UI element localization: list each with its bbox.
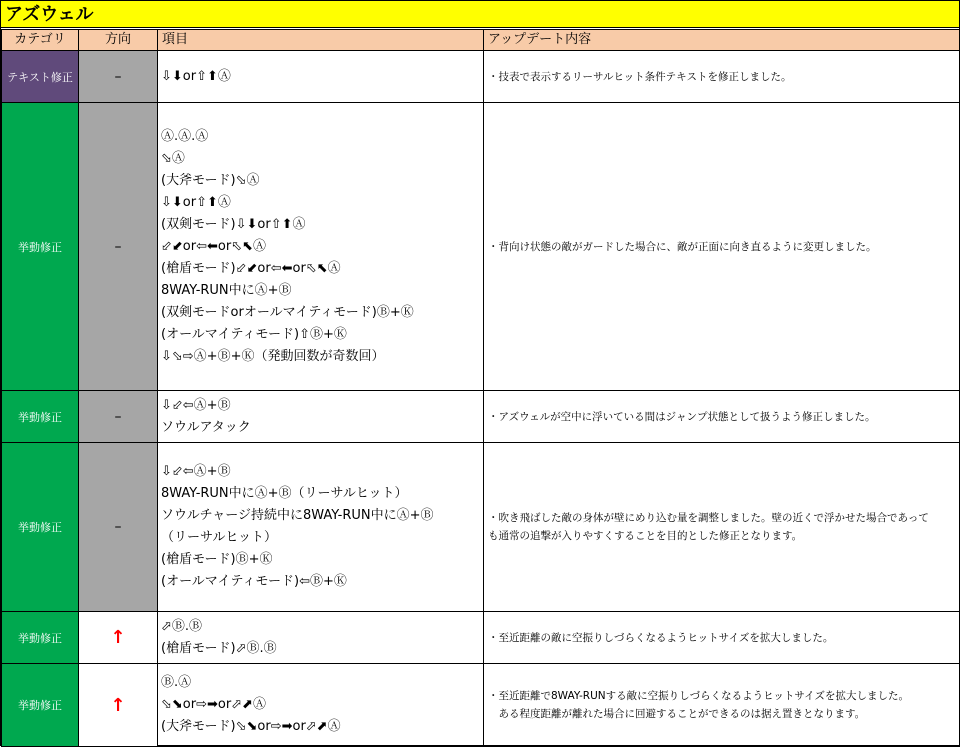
category-cell: 挙動修正 <box>2 391 79 443</box>
header-item: 項目 <box>158 30 484 51</box>
table-row <box>2 664 960 747</box>
direction-up-arrow: ↑ <box>110 694 126 716</box>
header-update: アップデート内容 <box>484 30 960 51</box>
move-command: (槍盾モード)⬀Ⓑ.Ⓑ <box>161 640 277 656</box>
direction-cell <box>79 391 158 443</box>
update-description: も通常の追撃が入りやすくすることを目的とした修正となります。 <box>488 530 803 542</box>
category-cell: 挙動修正 <box>2 443 79 612</box>
table-row <box>2 612 960 664</box>
update-description: ・吹き飛ばした敵の身体が壁にめり込む量を調整しました。壁の近くで浮かせた場合であって <box>488 512 929 524</box>
update-description: ・技表で表示するリーサルヒット条件テキストを修正しました。 <box>488 70 792 83</box>
move-command: ⬃⬋or⇦⬅or⬁⬉Ⓐ <box>161 238 266 254</box>
direction-none: – <box>114 408 122 425</box>
move-command: (オールマイティモード)⇧Ⓑ+Ⓚ <box>161 326 347 342</box>
item-cell <box>158 612 484 664</box>
update-content-cell <box>484 103 960 391</box>
move-command: ⇩⬃⇦Ⓐ+Ⓑ <box>161 397 231 413</box>
move-command: ⬀Ⓑ.Ⓑ <box>161 618 203 634</box>
update-table <box>1 29 960 747</box>
direction-up-arrow: ↑ <box>110 627 126 648</box>
table-row <box>2 391 960 443</box>
category-cell: テキスト修正 <box>2 51 79 103</box>
table-row <box>2 51 960 103</box>
update-content-cell <box>484 612 960 664</box>
direction-cell <box>79 664 158 747</box>
update-content-cell <box>484 443 960 612</box>
category-cell: 挙動修正 <box>2 612 79 664</box>
move-command: ソウルチャージ持続中に8WAY-RUN中にⒶ+Ⓑ <box>161 508 434 523</box>
header-direction: 方向 <box>79 30 158 51</box>
move-command: (オールマイティモード)⇦Ⓑ+Ⓚ <box>161 574 347 589</box>
move-command: ⇩⬇or⇧⬆Ⓐ <box>161 68 231 84</box>
header-row <box>2 30 960 51</box>
move-command: 8WAY-RUN中にⒶ+Ⓑ <box>161 282 292 298</box>
direction-cell <box>79 443 158 612</box>
direction-cell <box>79 103 158 391</box>
update-content-cell <box>484 664 960 747</box>
update-description: ・アズウェルが空中に浮いている間はジャンプ状態として扱うよう修正しました。 <box>488 410 876 423</box>
direction-cell <box>79 612 158 664</box>
category-cell: 挙動修正 <box>2 103 79 391</box>
update-description: ・至近距離の敵に空振りしづらくなるようヒットサイズを拡大しました。 <box>488 631 834 644</box>
item-cell <box>158 391 484 443</box>
item-cell <box>158 664 484 747</box>
direction-none: – <box>114 238 122 255</box>
move-command: (大斧モード)⬂⬊or⇨➡or⬀⬈Ⓐ <box>161 719 341 734</box>
move-command: Ⓐ.Ⓐ.Ⓐ <box>161 128 209 144</box>
move-command: ⬂Ⓐ <box>161 150 185 166</box>
move-command: (双剣モードorオールマイティモード)Ⓑ+Ⓚ <box>161 304 414 320</box>
item-cell <box>158 443 484 612</box>
category-cell: 挙動修正 <box>2 664 79 747</box>
item-cell <box>158 103 484 391</box>
move-command: (大斧モード)⬂Ⓐ <box>161 172 260 188</box>
update-content-cell <box>484 391 960 443</box>
move-command: ⇩⬇or⇧⬆Ⓐ <box>161 194 231 210</box>
update-description: ・背向け状態の敵がガードした場合に、敵が正面に向き直るように変更しました。 <box>488 240 877 253</box>
move-command: ⇩⬃⇦Ⓐ+Ⓑ <box>161 464 231 479</box>
move-command: ⇩⬂⇨Ⓐ+Ⓑ+Ⓚ（発動回数が奇数回） <box>161 348 385 364</box>
move-command: 8WAY-RUN中にⒶ+Ⓑ（リーサルヒット） <box>161 486 408 501</box>
move-command: (槍盾モード)Ⓑ+Ⓚ <box>161 552 273 567</box>
move-command: （リーサルヒット） <box>161 530 277 545</box>
move-command: Ⓑ.Ⓐ <box>161 675 192 690</box>
character-title: アズウェル <box>1 1 959 28</box>
item-cell <box>158 51 484 103</box>
direction-cell <box>79 51 158 103</box>
table-row <box>2 103 960 391</box>
update-description: ある程度距離が離れた場合に回避することができるのは据え置きとなります。 <box>488 708 866 720</box>
move-command: ⬂⬊or⇨➡or⬀⬈Ⓐ <box>161 697 266 712</box>
table-row <box>2 443 960 612</box>
direction-none: – <box>114 519 122 535</box>
move-command: ソウルアタック <box>161 419 251 435</box>
update-content-cell <box>484 51 960 103</box>
direction-none: – <box>114 68 122 85</box>
header-category: カテゴリ <box>2 30 79 51</box>
move-command: (双剣モード)⇩⬇or⇧⬆Ⓐ <box>161 216 306 232</box>
move-command: (槍盾モード)⬃⬋or⇦⬅or⬁⬉Ⓐ <box>161 260 341 276</box>
update-description: ・至近距離で8WAY-RUNする敵に空振りしづらくなるようヒットサイズを拡大しました。 <box>488 690 909 702</box>
